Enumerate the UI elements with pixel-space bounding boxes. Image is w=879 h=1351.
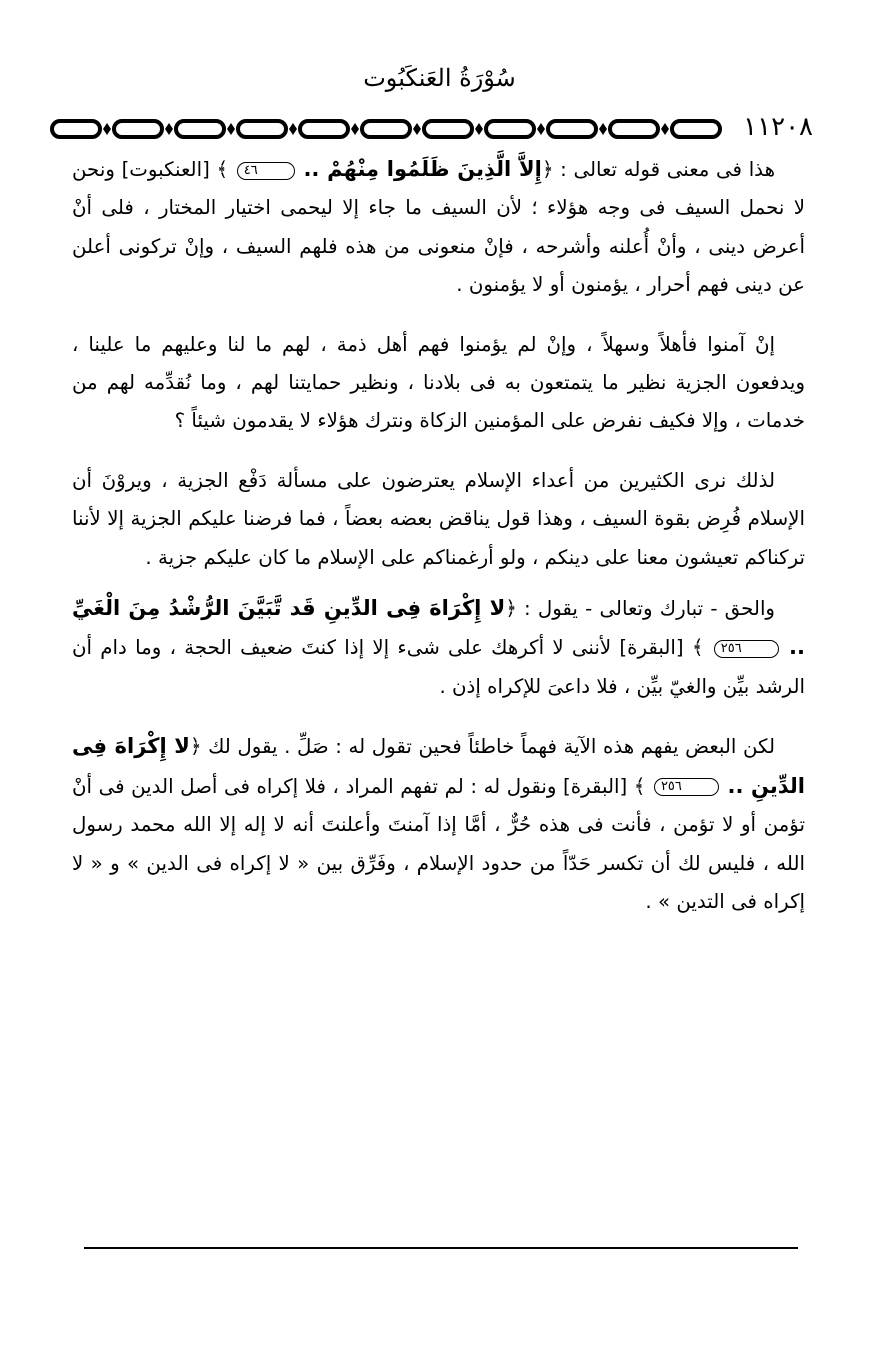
text-run: ﴾ [العنكبوت] ونحن لا نحمل السيف فى وجه هؤلاء ؛ لأن السيف ما جاء إلا ليحمى اختيار المختار ، فلى أنْ أعرض دينى ، وأنْ أُعلنه وأشرحه ، فإنْ منعونى من هذه فلهم السيف ، وإنْ تركونى أعلن عن دينى فهم أحرار ، يؤمنون أو لا يؤمنون . (72, 158, 805, 297)
decorative-border-icon (48, 118, 808, 140)
verse-number-badge: ٤٦ (237, 162, 295, 180)
text-run: ﴾ [البقرة] ونقول له : لم تفهم المراد ، فلا إكراه فى أصل الدين فى أنْ تؤمن أو لا تؤمن ، فأنت فى هذه حُرٌّ ، أمَّا إذا آمنتَ وأعلنتَ أنه لا إله إلا الله محمد رسول الله ، فليس لك أن تكسر حَدّاً من حدود الإسلام ، وفَرِّق بين « لا إكراه فى الدين » و « لا إكراه فى التدين » . (72, 774, 805, 913)
verse-number-badge: ٢٥٦ (714, 640, 779, 658)
body-text (72, 150, 805, 942)
paragraph: إنْ آمنوا فأهلاً وسهلاً ، وإنْ لم يؤمنوا فهم أهل ذمة ، لهم ما لنا وعليهم ما علينا ، ويدفعون الجزية نظير ما يتمتعون به فى بلادنا ، ونظير حمايتنا لهم ، وما نُقدِّمه لهم من خدمات ، وإلا فكيف نفرض على المؤمنين الزكاة ونترك هؤلاء لا يقدمون شيئاً ؟ (72, 332, 805, 433)
paragraph (72, 589, 805, 706)
verse-number-badge: ٢٥٦ (654, 778, 719, 796)
text-run: هذا فى معنى قوله تعالى : ﴿ (541, 158, 776, 181)
text-run: والحق - تبارك وتعالى - يقول : ﴿ (505, 597, 775, 621)
quran-verse: لا إِكْرَاهَ فِى الدِّينِ .. (72, 734, 806, 798)
paragraph: لذلك نرى الكثيرين من أعداء الإسلام يعترضون على مسألة دَفْع الجزية ، ويروْنَ أن الإسلام فُرِض بقوة السيف ، وهذا قول يناقض بعضه بعضاً ، فما فرضنا عليكم الجزية إلا لأننا تركناكم تعيشون معنا على دينكم ، ولو أرغمناكم على الإسلام ما كان عليكم جزية . (72, 468, 805, 569)
text-run: ﴾ [البقرة] لأننى لا أكرهك على شىء إلا إذا كنتَ ضعيف الحجة ، وما دام أن الرشد بيِّن والغيّ بيِّن ، فلا داعىَ للإكراه إذن . (72, 636, 805, 698)
paragraph (72, 727, 805, 921)
quran-verse: إِلاَّ الَّذِينَ ظَلَمُوا مِنْهُمْ .. (303, 157, 542, 181)
surah-title: سُوْرَةُ العَنكَبُوت (363, 64, 516, 92)
text-run: لكن البعض يفهم هذه الآية فهماً خاطئاً فحين تقول له : صَلِّ . يقول لك ﴿ (189, 735, 775, 759)
footer-rule (84, 1247, 798, 1249)
quran-verse: لا إِكْرَاهَ فِى الدِّينِ قَد تَّبَيَّنَ الرُّشْدُ مِنَ الْغَيِّ .. (72, 596, 805, 660)
paragraph (72, 150, 805, 305)
page-number: ١١٢٠٨ (743, 112, 813, 142)
